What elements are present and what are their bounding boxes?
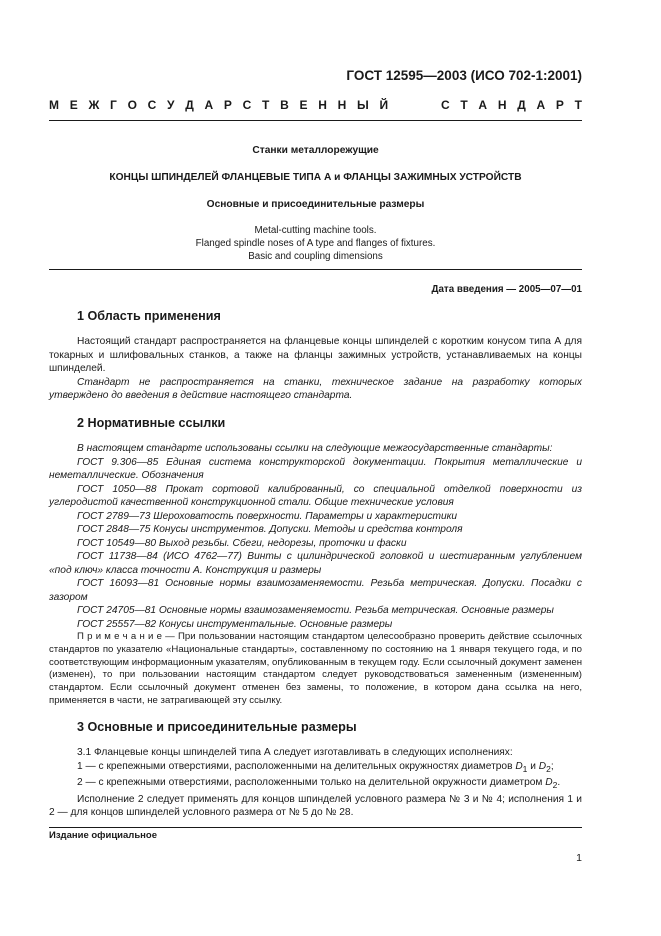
english-title-line-1: Metal-cutting machine tools.: [254, 225, 377, 236]
note-text: — При пользовании настоящим стандартом целесообразно проверить действие ссылочных стандартов по указателю «Национальные стандарты», составленному по состоянию на 1 января текущего года, и по соответствующим информационным указателям, опубликованным в текущем году. Если ссылочный документ заменен (изменен), то при пользовании настоящим стандартом следует руководствоваться замененным (измененным) стандартом. Если ссылочный документ отменен без замены, то положение, в котором дана ссылка на него, применяется в части, не затрагивающей эту ссылку.: [49, 631, 583, 706]
reference-item: ГОСТ 2848—75 Конусы инструментов. Допуски. Методы и средства контроля: [77, 524, 463, 535]
banner-letter: С: [147, 98, 157, 112]
banner-gap: [413, 98, 416, 112]
item-2-text: 2 — с крепежными отверстиями, расположенными только на делительной окружности диаметром: [77, 777, 546, 789]
english-title-line-2: Flanged spindle noses of A type and flanges of fixtures.: [195, 238, 436, 249]
banner-letter: Н: [318, 98, 327, 112]
reference-item: ГОСТ 10549—80 Выход резьбы. Сбеги, недорезы, проточки и фаски: [77, 537, 407, 549]
official-edition-label: Издание официальное: [49, 830, 157, 841]
note-label: П р и м е ч а н и е: [77, 631, 162, 642]
section-1-heading: 1 Область применения: [77, 309, 221, 323]
diameter-symbol: D: [515, 760, 523, 772]
english-title: [49, 224, 582, 263]
references-note: [49, 631, 582, 708]
section-2-heading: 2 Нормативные ссылки: [77, 416, 226, 430]
banner-letter: Т: [574, 98, 582, 112]
title-line-2: КОНЦЫ ШПИНДЕЛЕЙ ФЛАНЦЕВЫЕ ТИПА А и ФЛАНЦЫ ЗАЖИМНЫХ УСТРОЙСТВ: [109, 172, 522, 183]
subscript: 1: [522, 763, 528, 774]
banner-gap: [399, 98, 402, 112]
section-1-paragraph-1: Настоящий стандарт распространяется на фланцевые концы шпинделей с коротким конусом типа А для токарных и шлифовальных станков, а также на фланцы зажимных устройств, устанавливаемых на концы шпинделей.: [49, 336, 582, 374]
section-1-body: [49, 335, 582, 403]
introduction-date: Дата введения — 2005—07—01: [431, 284, 582, 295]
banner-letter: Д: [185, 98, 194, 112]
section-1-paragraph-2: Стандарт не распространяется на станки, техническое задание на разработку которых утверждено до введения в действие настоящего стандарта.: [49, 376, 582, 401]
banner-letter: Ж: [88, 98, 100, 112]
standard-number: ГОСТ 12595—2003 (ИСО 702-1:2001): [346, 68, 582, 83]
punctuation: ;: [550, 760, 554, 772]
section-2-body: [49, 442, 582, 708]
bottom-rule: [49, 827, 582, 828]
reference-item: ГОСТ 16093—81 Основные нормы взаимозаменяемости. Резьба метрическая. Допуски. Посадки с зазором: [49, 578, 582, 603]
interstate-standard-banner: [49, 98, 582, 112]
banner-letter: О: [127, 98, 137, 112]
punctuation: .: [557, 777, 561, 789]
english-title-line-3: Basic and coupling dimensions: [248, 251, 383, 262]
execution-item-2: [49, 776, 582, 793]
middle-rule: [49, 269, 582, 270]
diameter-symbol: D: [545, 777, 553, 789]
banner-letter: Г: [110, 98, 117, 112]
reference-item: ГОСТ 11738—84 (ИСО 4762—77) Винты с цилиндрической головкой и шестигранным углублением «под ключ» класса точности А. Конструкция и размеры: [49, 551, 582, 576]
banner-letter: У: [167, 98, 175, 112]
banner-letter: Й: [379, 98, 389, 112]
banner-letter: Ы: [356, 98, 369, 112]
banner-gap: [427, 98, 430, 112]
section-3-paragraph-2: Исполнение 2 следует применять для концов шпинделей условного размера № 3 и № 4; исполнения 1 и 2 — для концов шпинделей условного размера от № 5 до № 28.: [49, 793, 582, 819]
top-rule: [49, 120, 582, 121]
section-3-body: [49, 746, 582, 820]
title-line-3: Основные и присоединительные размеры: [206, 199, 425, 210]
banner-letter: Е: [299, 98, 308, 112]
banner-letter: Д: [517, 98, 526, 112]
execution-item-1: [49, 760, 582, 777]
banner-letter: Р: [555, 98, 564, 112]
banner-letter: Р: [223, 98, 232, 112]
banner-letter: Н: [337, 98, 347, 112]
title-line-1: Станки металлорежущие: [252, 145, 379, 156]
banner-letter: А: [204, 98, 214, 112]
reference-item: ГОСТ 24705—81 Основные нормы взаимозаменяемости. Резьба метрическая. Основные размеры: [77, 605, 554, 616]
subscript: 2: [552, 780, 558, 791]
section-3-heading: 3 Основные и присоединительные размеры: [77, 720, 357, 734]
reference-item: ГОСТ 1050—88 Прокат сортовой калиброванный, со специальной отделкой поверхности из углеродистой качественной конструкционной стали. Общие технические условия: [49, 483, 582, 508]
banner-letter: Т: [460, 98, 468, 112]
section-3-paragraph-1: 3.1 Фланцевые концы шпинделей типа А следует изготавливать в следующих исполнениях:: [77, 747, 513, 758]
conjunction: и: [527, 760, 539, 772]
banner-letter: С: [440, 98, 450, 112]
page-number: 1: [576, 852, 582, 864]
banner-letter: Т: [262, 98, 270, 112]
reference-item: ГОСТ 9.306—85 Единая система конструкторской документации. Покрытия металлические и неметаллические. Обозначения: [49, 456, 582, 481]
banner-letter: Е: [69, 98, 78, 112]
reference-item: ГОСТ 25557—82 Конусы инструментальные. Основные размеры: [77, 618, 393, 630]
banner-letter: А: [536, 98, 546, 112]
banner-letter: С: [242, 98, 252, 112]
banner-letter: А: [478, 98, 488, 112]
reference-item: ГОСТ 2789—73 Шероховатость поверхности. Параметры и характеристики: [77, 510, 458, 522]
item-1-text: 1 — с крепежными отверстиями, расположенными на делительных окружностях диаметров: [77, 760, 516, 772]
banner-letter: М: [49, 98, 59, 112]
banner-letter: В: [280, 98, 289, 112]
references-intro: В настоящем стандарте использованы ссылки на следующие межгосударственные стандарты:: [77, 443, 553, 454]
banner-letter: Н: [497, 98, 507, 112]
subscript: 2: [546, 763, 551, 774]
diameter-symbol: D: [538, 760, 547, 772]
